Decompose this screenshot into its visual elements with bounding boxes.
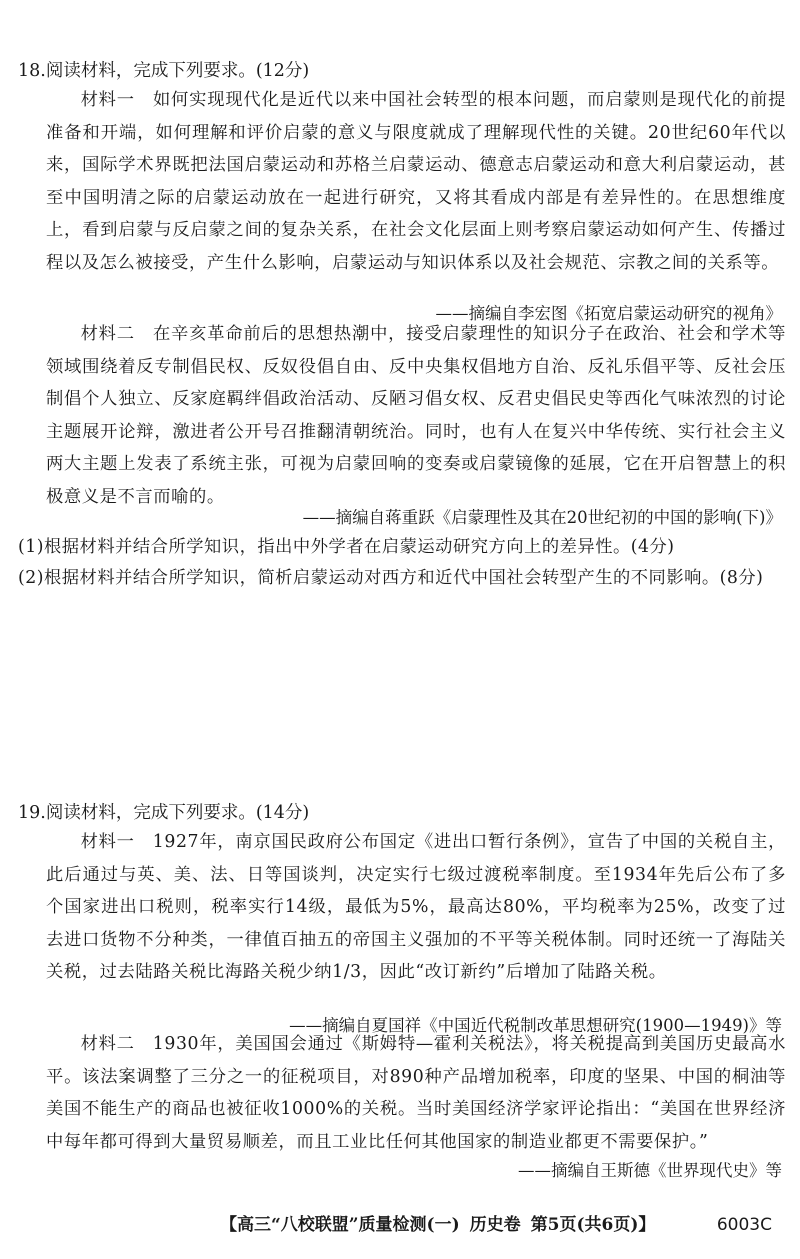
q19-material-1: 材料一 1927年，南京国民政府公布国定《进出口暂行条例》，宣告了中国的关税自主，此后通过与英、美、法、日等国谈判，决定实行七级过渡税率制度。至1934年先后公布了多个国家进出口税则，税率实行14级，最低为5%，最高达80%，平均税率为25%，改变了过去进口货物不分种类，一律值百抽五的帝国主义强加的不平等关税体制。同时还统一了海陆关关税，过去陆路关税比海路关税少纳1/3，因此“改订新约”后增加了陆路关税。: [46, 832, 786, 982]
footer-paper-code: 6003C: [716, 1215, 772, 1235]
q18-material-2: 材料二 在辛亥革命前后的思想热潮中，接受启蒙理性的知识分子在政治、社会和学术等领域围绕着反专制倡民权、反奴役倡自由、反中央集权倡地方自治、反礼乐倡平等、反社会压制倡个人独立、反家庭羁绊倡政治活动、反陋习倡女权、反君史倡民史等西化气味浓烈的讨论主题展开论辩，激进者公开号召推翻清朝统治。同时，也有人在复兴中华传统、实行社会主义两大主题上发表了系统主张，可视为启蒙回响的变奏或启蒙镜像的延展，它在开启智慧上的积极意义是不言而喻的。: [46, 324, 786, 507]
footer-exam-name: 【高三“八校联盟”质量检测(一): [220, 1215, 460, 1235]
footer-subject: 历史卷: [469, 1215, 521, 1235]
q18-subquestion-2: (2)根据材料并结合所学知识，简析启蒙运动对西方和近代中国社会转型产生的不同影响。(8分): [18, 568, 764, 588]
question-19-heading: 19.阅读材料，完成下列要求。(14分): [18, 803, 310, 823]
question-18-heading: 18.阅读材料，完成下列要求。(12分): [18, 61, 310, 81]
q19-source-2: ——摘编自王斯德《世界现代史》等: [518, 1161, 782, 1180]
q18-source-2: ——摘编自蒋重跃《启蒙理性及其在20世纪初的中国的影响(下)》: [302, 508, 782, 527]
footer-page-number: 第5页(共6页)】: [530, 1215, 656, 1235]
q19-material-2: 材料二 1930年，美国国会通过《斯姆特—霍利关税法》，将关税提高到美国历史最高水平。该法案调整了三分之一的征税项目，对890种产品增加税率，印度的坚果、中国的桐油等美国不能生产的商品也被征收1000%的关税。当时美国经济学家评论指出：“美国在世界经济中每年都可得到大量贸易顺差，而且工业比任何其他国家的制造业都更不需要保护。”: [46, 1034, 786, 1152]
q19-source-1: ——摘编自夏国祥《中国近代税制改革思想研究(1900—1949)》等: [289, 1016, 782, 1035]
page-footer: [0, 1212, 800, 1238]
footer-exam-info: [220, 1212, 655, 1238]
q18-subquestion-1: (1)根据材料并结合所学知识，指出中外学者在启蒙运动研究方向上的差异性。(4分): [18, 537, 675, 557]
q18-source-1: ——摘编自李宏图《拓宽启蒙运动研究的视角》: [435, 304, 782, 323]
q18-material-1: 材料一 如何实现现代化是近代以来中国社会转型的根本问题，而启蒙则是现代化的前提准备和开端，如何理解和评价启蒙的意义与限度就成了理解现代性的关键。20世纪60年代以来，国际学术界既把法国启蒙运动和苏格兰启蒙运动、德意志启蒙运动和意大利启蒙运动，甚至中国明清之际的启蒙运动放在一起进行研究，又将其看成内部是有差异性的。在思想维度上，看到启蒙与反启蒙之间的复杂关系，在社会文化层面上则考察启蒙运动如何产生、传播过程以及怎么被接受，产生什么影响，启蒙运动与知识体系以及社会规范、宗教之间的关系等。: [46, 90, 786, 273]
